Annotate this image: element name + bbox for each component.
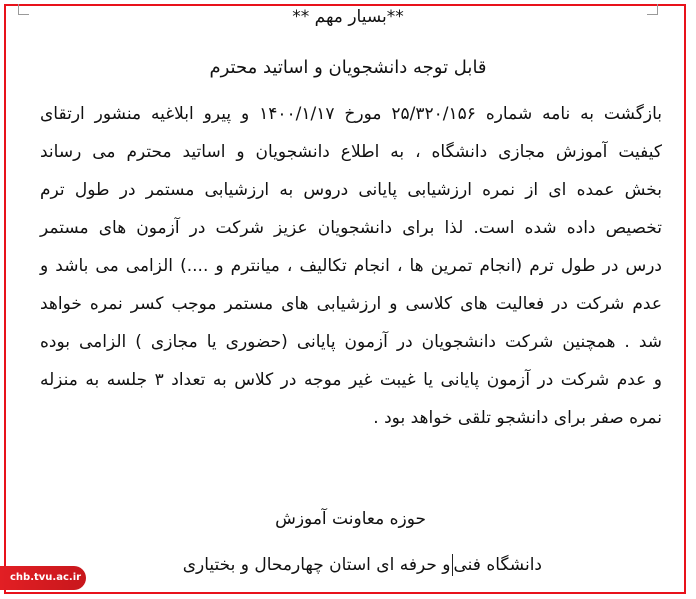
- body-line-8: و عدم شرکت در آزمون پایانی یا غیبت غیر موجه در کلاس به تعداد ۳ جلسه به منزله: [40, 370, 662, 390]
- body-line-5: درس در طول ترم (انجام تمرین ها ، انجام تکالیف ، میانترم و ....) الزامی می باشد و: [40, 256, 662, 276]
- body-line-3: بخش عمده ای از نمره ارزشیابی پایانی دروس به ارزشیابی مستمر در طول ترم: [40, 180, 662, 200]
- signature-office: حوزه معاونت آموزش: [275, 509, 426, 529]
- body-line-2: کیفیت آموزش مجازی دانشگاه ، به اطلاع دانشجویان و اساتید محترم می رساند: [40, 142, 662, 162]
- signature-university: [183, 554, 542, 576]
- body-line-4: تخصیص داده شده است. لذا برای دانشجویان عزیز شرکت در آزمون های مستمر: [40, 218, 662, 238]
- important-heading: **بسیار مهم **: [292, 7, 404, 27]
- site-watermark: chb.tvu.ac.ir: [0, 566, 86, 590]
- signature-university-part-b: و حرفه ای استان چهارمحال و بختیاری: [182, 555, 451, 575]
- signature-university-part-a: دانشگاه فنی: [453, 555, 542, 575]
- addressee-line: قابل توجه دانشجویان و اساتید محترم: [209, 57, 487, 78]
- body-line-9: نمره صفر برای دانشجو تلقی خواهد بود .: [373, 408, 662, 428]
- body-line-6: عدم شرکت در فعالیت های کلاسی و ارزشیابی های مستمر موجب کسر نمره خواهد: [40, 294, 662, 314]
- body-line-1: بازگشت به نامه شماره ۲۵/۳۲۰/۱۵۶ مورخ ۱۴۰۰/۱/۱۷ و پیرو ابلاغیه منشور ارتقای: [40, 104, 662, 124]
- text-cursor: [452, 554, 453, 576]
- body-line-7: شد . همچنین شرکت دانشجویان در آزمون پایانی (حضوری یا مجازی ) الزامی بوده: [40, 332, 662, 352]
